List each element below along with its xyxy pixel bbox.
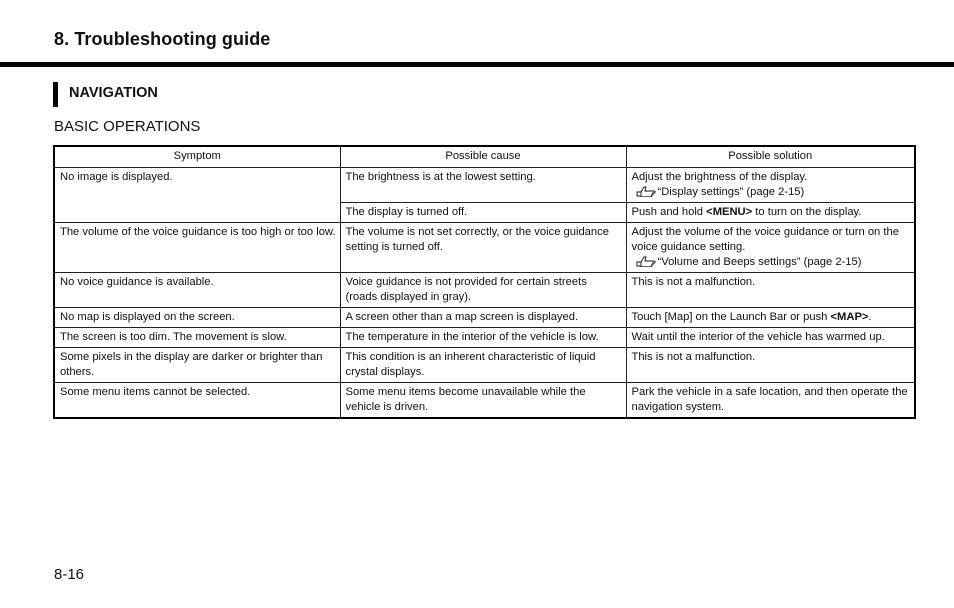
cause-cell: Voice guidance is not provided for certain streets (roads displayed in gray). [340,273,626,308]
column-header-cause: Possible cause [340,146,626,168]
symptom-cell: The volume of the voice guidance is too high or too low. [54,223,340,273]
solution-text: Touch [Map] on the Launch Bar or push [631,311,831,323]
solution-text: Adjust the volume of the voice guidance or turn on the voice guidance setting. [631,226,899,253]
table-header-row [54,146,915,168]
solution-text: to turn on the display. [752,206,862,218]
page-reference [632,185,911,200]
cause-cell: The volume is not set correctly, or the voice guidance setting is turned off. [340,223,626,273]
cause-cell: A screen other than a map screen is displayed. [340,308,626,328]
subsection-heading: BASIC OPERATIONS [54,118,201,135]
solution-cell [626,203,915,223]
section-marker-bar [53,82,58,107]
symptom-cell: The screen is too dim. The movement is slow. [54,328,340,348]
page-reference-text: “Volume and Beeps settings” (page 2-15) [657,256,862,268]
page-reference [632,255,911,270]
menu-key-label: <MENU> [706,206,753,218]
chapter-title: 8. Troubleshooting guide [54,29,271,49]
column-header-symptom: Symptom [54,146,340,168]
cause-cell: The temperature in the interior of the vehicle is low. [340,328,626,348]
solution-text: . [868,311,872,323]
solution-cell [626,223,915,273]
troubleshooting-table [53,145,916,419]
table-row [54,308,915,328]
section-heading: NAVIGATION [69,85,158,101]
symptom-cell: No voice guidance is available. [54,273,340,308]
solution-cell: Park the vehicle in a safe location, and then operate the navigation system. [626,383,915,419]
symptom-cell: No map is displayed on the screen. [54,308,340,328]
solution-cell: This is not a malfunction. [626,348,915,383]
map-key-label: <MAP> [830,311,869,323]
cause-cell: The display is turned off. [340,203,626,223]
cause-cell: The brightness is at the lowest setting. [340,168,626,203]
solution-cell: This is not a malfunction. [626,273,915,308]
table-row [54,348,915,383]
solution-text: Push and hold [631,206,707,218]
solution-cell [626,168,915,203]
page-number: 8-16 [54,566,85,583]
symptom-cell: No image is displayed. [54,168,340,223]
table-row [54,273,915,308]
pointing-hand-reference-icon [636,255,658,267]
table-row [54,168,915,203]
symptom-cell: Some pixels in the display are darker or brighter than others. [54,348,340,383]
table-row [54,328,915,348]
solution-text: Adjust the brightness of the display. [631,171,808,183]
chapter-rule [0,62,954,67]
table-row [54,223,915,273]
page-reference-text: “Display settings” (page 2-15) [657,186,805,198]
solution-cell [626,308,915,328]
solution-cell: Wait until the interior of the vehicle has warmed up. [626,328,915,348]
cause-cell: Some menu items become unavailable while the vehicle is driven. [340,383,626,419]
cause-cell: This condition is an inherent characteristic of liquid crystal displays. [340,348,626,383]
column-header-solution: Possible solution [626,146,915,168]
pointing-hand-reference-icon [636,185,658,197]
symptom-cell: Some menu items cannot be selected. [54,383,340,419]
table-row [54,383,915,419]
